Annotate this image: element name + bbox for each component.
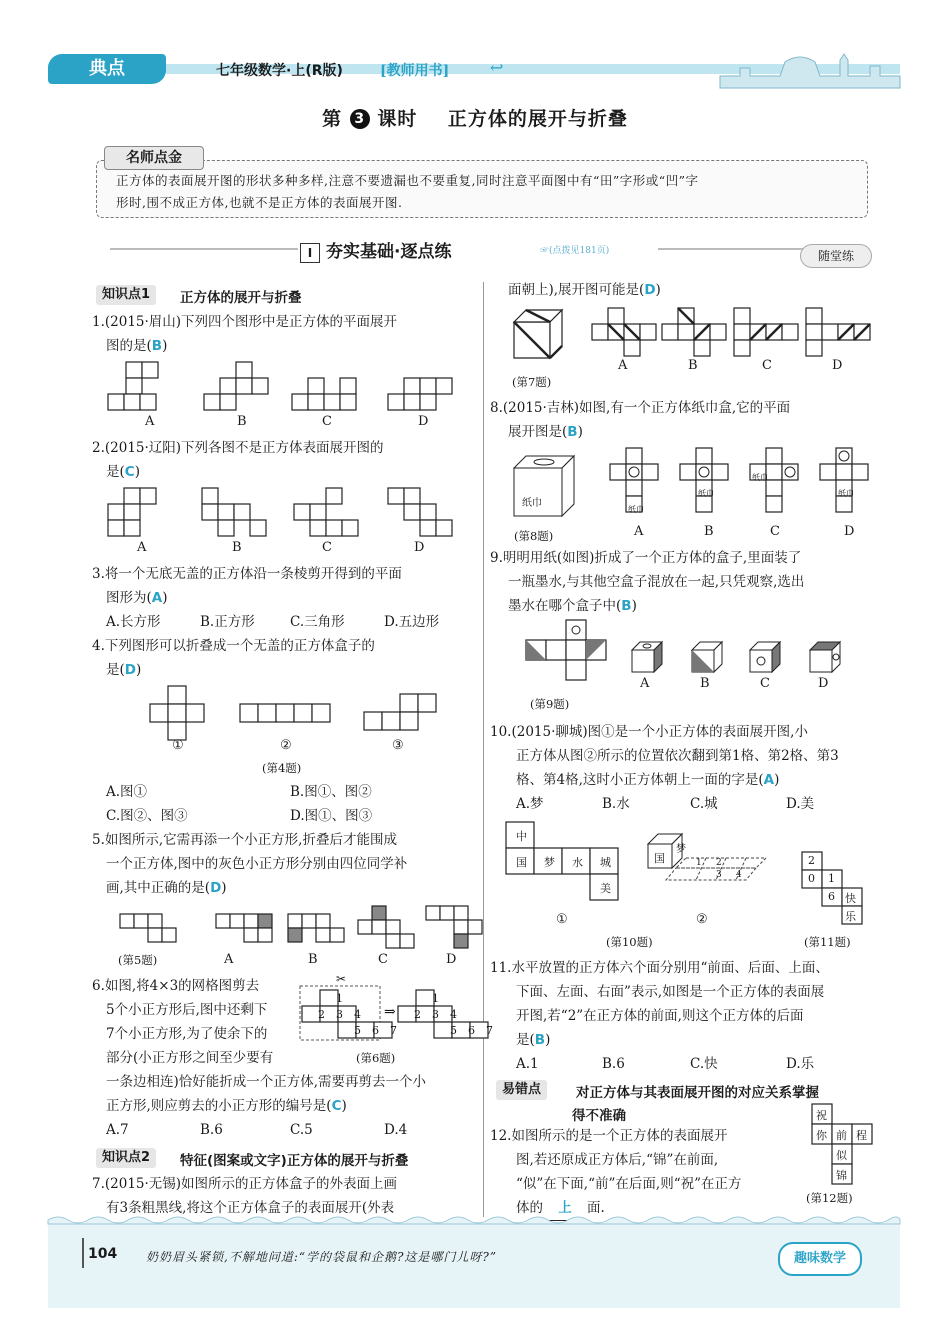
knowledge-point-2-tag: 知识点2	[96, 1148, 156, 1168]
q6-num-4: 4	[354, 1008, 361, 1021]
q3-option-a: A.长方形	[106, 614, 161, 630]
q6-num-7b: 7	[486, 1024, 493, 1037]
q1-label-b: B	[237, 414, 247, 429]
q6-num-5: 5	[354, 1024, 361, 1037]
knowledge-point-1-tag: 知识点1	[96, 285, 156, 305]
q6-caption: (第6题)	[356, 1051, 396, 1065]
error-point-line-2: 得不准确	[572, 1108, 626, 1124]
q2-net-d	[388, 488, 452, 536]
q8-net-c-text: 纸巾	[752, 473, 768, 482]
q7-cube	[514, 310, 562, 358]
q11-answer: B	[534, 1032, 546, 1048]
q10-net-meng: 梦	[544, 856, 555, 869]
q12-net-cheng: 程	[856, 1129, 867, 1142]
q3-suffix: )	[162, 590, 168, 606]
q4-prefix: 是(	[106, 662, 125, 678]
q6-num-2b: 2	[414, 1008, 421, 1021]
q1-answer: B	[151, 338, 163, 354]
q8-label-b: B	[704, 524, 714, 539]
q10-option-d: D.美	[786, 796, 815, 812]
book-title: 七年级数学·上(R版)	[216, 63, 343, 79]
q11-net-le: 乐	[845, 910, 856, 923]
q8-line-1: 8.(2015·吉林)如图,有一个正方体纸巾盒,它的平面	[490, 400, 791, 416]
q5-caption: (第5题)	[118, 953, 158, 967]
q2-label-b: B	[232, 540, 242, 555]
q5-line-3	[106, 876, 227, 900]
q6-num-3b: 3	[432, 1008, 439, 1021]
q2-suffix: )	[134, 464, 140, 480]
q4-option-b: B.图①、图②	[290, 784, 372, 800]
q12-net-si: 似	[836, 1149, 847, 1162]
q2-line-2	[106, 460, 140, 484]
q5-answer: D	[210, 880, 222, 896]
q11-net-0: 0	[808, 872, 815, 885]
q6-line-1: 6.如图,将4×3的网格图剪去	[92, 978, 260, 994]
q8-caption: (第8题)	[514, 529, 554, 543]
q5-label-d: D	[446, 952, 457, 967]
q10-line-3	[516, 768, 779, 792]
q6-num-6: 6	[372, 1024, 379, 1037]
q5-line-2: 一个正方体,图中的灰色小正方形分别由四位同学补	[106, 856, 408, 872]
q7-prefix: 面朝上),展开图可能是(	[508, 282, 645, 298]
tip-text	[116, 170, 856, 214]
q7-label-d: D	[832, 358, 843, 373]
q6-line-6	[106, 1094, 347, 1118]
section-banner	[48, 234, 900, 264]
q7-line-2: 有3条粗黑线,将这个正方体盒子的表面展开(外表	[106, 1200, 395, 1216]
q9-answer: B	[621, 598, 632, 614]
tip-tag: 名师点金	[104, 146, 204, 170]
q10-cube-meng: 梦	[676, 844, 686, 855]
q10-option-c: C.城	[690, 796, 718, 812]
return-arrow-icon: ↩	[490, 58, 504, 77]
q6-line-4: 部分(小正方形之间至少要有	[106, 1050, 274, 1066]
q2-answer: C	[124, 464, 135, 480]
q12-prefix: 体的	[516, 1200, 543, 1216]
q6-line-2: 5个小正方形后,图中还剩下	[106, 1002, 268, 1018]
q6-option-d: D.4	[384, 1122, 408, 1138]
q1-figures	[108, 362, 488, 422]
q10-suffix: )	[774, 772, 780, 788]
q11-option-b: B.6	[602, 1056, 625, 1072]
skyline-icon	[710, 50, 900, 88]
q9-label-c: C	[760, 676, 770, 691]
q9-cube-d	[810, 642, 840, 672]
q4-option-c: C.图②、图③	[106, 808, 188, 824]
q10-label-2: ②	[696, 912, 708, 927]
q4-option-d: D.图①、图③	[290, 808, 373, 824]
q6-arrow-icon: ⇒	[384, 1004, 396, 1020]
q11-caption: (第11题)	[804, 935, 851, 949]
q2-line-1: 2.(2015·辽阳)下列各图不是正方体表面展开图的	[92, 440, 384, 456]
q10-option-a: A.梦	[516, 796, 544, 812]
q8-figures	[510, 448, 870, 538]
q10-label-1: ①	[556, 912, 568, 927]
q10-track-1: 1	[696, 858, 702, 868]
q11-line-4	[516, 1028, 550, 1052]
q7-caption: (第7题)	[512, 375, 552, 389]
q6-num-1: 1	[336, 992, 343, 1005]
q4-answer: D	[124, 662, 136, 678]
q6-option-c: C.5	[290, 1122, 313, 1138]
q8-net-d-text: 纸巾	[838, 489, 854, 498]
q9-figures	[522, 620, 862, 696]
section-title	[300, 237, 451, 263]
q8-line-2	[508, 420, 583, 444]
q2-label-d: D	[414, 540, 425, 555]
q7-net-a	[592, 308, 656, 356]
page-footer	[48, 1222, 900, 1308]
q6-num-3: 3	[336, 1008, 343, 1021]
q1-net-a	[108, 362, 158, 410]
lesson-name: 正方体的展开与折叠	[447, 108, 628, 130]
q8-label-a: A	[634, 524, 644, 539]
q3-prefix: 图形为(	[106, 590, 152, 606]
section-ref: ☞(点拨见181页)	[540, 246, 610, 256]
practice-badge: 随堂练	[800, 244, 872, 268]
q12-caption: (第12题)	[806, 1191, 853, 1205]
q8-net-a	[610, 448, 658, 512]
q3-option-c: C.三角形	[290, 614, 345, 630]
q4-caption: (第4题)	[262, 761, 302, 775]
q1-net-b	[204, 362, 268, 410]
q10-cube-guo: 国	[654, 852, 665, 865]
q8-label-d: D	[844, 524, 855, 539]
footer-joke: 奶奶眉头紧锁,不解地问道:“学的袋鼠和企鹅?这是哪门儿呀?”	[146, 1250, 497, 1264]
q4-option-a: A.图①	[106, 784, 148, 800]
q11-net-6: 6	[828, 890, 835, 903]
q10-caption: (第10题)	[606, 935, 653, 949]
q7-net-d	[806, 308, 870, 356]
brand-logo: 典点	[48, 54, 166, 84]
q9-label-d: D	[818, 676, 829, 691]
q9-line-2: 一瓶墨水,与其他空盒子混放在一起,只凭观察,选出	[508, 574, 805, 590]
q10-net-shui: 水	[572, 856, 583, 869]
q9-net	[526, 620, 606, 680]
q1-suffix: )	[162, 338, 168, 354]
q6-option-b: B.6	[200, 1122, 223, 1138]
q12-net-qian: 前	[836, 1129, 847, 1142]
q12-net-zhu: 祝	[816, 1109, 827, 1122]
q7-answer: D	[644, 282, 656, 298]
q4-net-1	[150, 686, 204, 740]
q10-line-1: 10.(2015·聊城)图①是一个小正方体的表面展开图,小	[490, 724, 808, 740]
q9-cube-a	[632, 642, 662, 672]
q11-option-d: D.乐	[786, 1056, 815, 1072]
q11-prefix: 是(	[516, 1032, 535, 1048]
q11-suffix: )	[545, 1032, 551, 1048]
q8-net-b-text: 纸巾	[698, 489, 714, 498]
q8-net-b	[680, 448, 728, 512]
q9-label-a: A	[640, 676, 650, 691]
q5-label-a: A	[224, 952, 234, 967]
q10-net-cheng: 城	[600, 856, 611, 869]
q9-suffix: )	[631, 598, 637, 614]
q10-net-guo: 国	[516, 856, 527, 869]
q12-net-ni: 你	[816, 1129, 827, 1142]
lesson-prefix: 第	[322, 108, 343, 130]
q9-prefix: 墨水在哪个盒子中(	[508, 598, 622, 614]
error-point-line-1: 对正方体与其表面展开图的对应关系掌握	[576, 1085, 819, 1101]
q9-cube-c	[750, 642, 780, 672]
q8-answer: B	[567, 424, 578, 440]
q1-label-d: D	[418, 414, 429, 429]
q5-option-a-figure	[216, 914, 272, 942]
q3-line-2	[106, 586, 168, 610]
q9-label-b: B	[700, 676, 710, 691]
q3-option-d: D.五边形	[384, 614, 440, 630]
q6-scissors-icon: ✂	[336, 972, 347, 986]
q4-label-3: ③	[392, 738, 404, 753]
page-header	[48, 50, 900, 88]
tip-line-1: 正方体的表面展开图的形状多种多样,注意不要遗漏也不要重复,同时注意平面图中有“田”字形或“凹”字	[116, 173, 699, 188]
q7-net-b	[662, 308, 726, 356]
q8-label-c: C	[770, 524, 780, 539]
q7-label-a: A	[618, 358, 628, 373]
q10-track-3: 3	[716, 870, 722, 880]
q6-suffix: )	[341, 1098, 347, 1114]
q2-figures	[108, 488, 488, 544]
q2-net-a	[108, 488, 156, 536]
q10-answer: A	[763, 772, 775, 788]
q11-net-kuai: 快	[845, 892, 856, 905]
q12-line-1: 12.如图所示的是一个正方体的表面展开	[490, 1128, 728, 1144]
q12-line-3: “似”在下面,“前”在后面,则“祝”在正方	[516, 1176, 742, 1192]
q4-suffix: )	[136, 662, 142, 678]
q4-line-1: 4.下列图形可以折叠成一个无盖的正方体盒子的	[92, 638, 375, 654]
q8-suffix: )	[577, 424, 583, 440]
q10-net-mei: 美	[600, 882, 611, 895]
q12-line-2: 图,若还原成正方体后,“锦”在前面,	[516, 1152, 719, 1168]
q1-net-d	[388, 378, 452, 410]
q3-answer: A	[151, 590, 163, 606]
q4-figures	[150, 686, 470, 738]
q6-line-3: 7个小正方形,为了使余下的	[106, 1026, 268, 1042]
q7-line-1: 7.(2015·无锡)如图所示的正方体盒子的外表面上画	[92, 1176, 398, 1192]
tip-line-2: 形时,围不成正方体,也就不是正方体的表面展开图.	[116, 195, 403, 210]
q7-label-c: C	[762, 358, 772, 373]
q6-answer: C	[331, 1098, 342, 1114]
q7-suffix: )	[655, 282, 661, 298]
q5-label-c: C	[378, 952, 388, 967]
q11-net-1: 1	[828, 872, 835, 885]
q3-option-b: B.正方形	[200, 614, 255, 630]
q2-prefix: 是(	[106, 464, 125, 480]
q6-num-4b: 4	[450, 1008, 457, 1021]
q10-track-2: 2	[716, 858, 722, 868]
q4-label-1: ①	[172, 738, 184, 753]
q9-line-3	[508, 594, 637, 618]
q9-caption: (第9题)	[530, 697, 570, 711]
section-title-text: 夯实基础·逐点练	[326, 242, 452, 262]
teacher-tag: [教师用书]	[380, 63, 450, 79]
q4-line-2	[106, 658, 141, 682]
q2-label-c: C	[322, 540, 332, 555]
q5-figures	[120, 906, 490, 950]
knowledge-point-1-title: 正方体的展开与折叠	[180, 290, 302, 306]
q5-suffix: )	[221, 880, 227, 896]
q11-option-c: C.快	[690, 1056, 718, 1072]
q1-net-c	[292, 378, 356, 410]
q11-net-2: 2	[808, 854, 815, 867]
q1-label-c: C	[322, 414, 332, 429]
column-divider	[483, 282, 484, 1217]
lesson-number: 3	[350, 109, 370, 129]
q10-net-zhong: 中	[516, 830, 527, 843]
q5-option-c-figure	[358, 906, 414, 948]
q12-net-jin: 锦	[836, 1169, 847, 1182]
q10-line-2: 正方体从图②所示的位置依次翻到第1格、第2格、第3	[516, 748, 839, 764]
q7-line-3	[508, 278, 661, 302]
q6-prefix: 正方形,则应剪去的小正方形的编号是(	[106, 1098, 332, 1114]
page-number: 104	[88, 1246, 118, 1262]
q6-num-2: 2	[318, 1008, 325, 1021]
q9-line-1: 9.明明用纸(如图)折成了一个正方体的盒子,里面装了	[490, 550, 802, 566]
q8-net-a-text: 纸巾	[628, 505, 644, 514]
q5-line-1: 5.如图所示,它需再添一个小正方形,折叠后才能围成	[92, 832, 397, 848]
q6-option-a: A.7	[106, 1122, 129, 1138]
q4-label-2: ②	[280, 738, 292, 753]
knowledge-point-2-title: 特征(图案或文字)正方体的展开与折叠	[180, 1153, 409, 1169]
q6-num-1b: 1	[432, 992, 439, 1005]
q2-net-c	[294, 488, 358, 536]
q5-option-d-figure	[426, 906, 482, 948]
q7-net-c	[734, 308, 798, 356]
footer-wave	[48, 1214, 900, 1224]
q9-cube-b	[692, 642, 722, 672]
q3-line-1: 3.将一个无底无盖的正方体沿一条棱剪开得到的平面	[92, 566, 402, 582]
section-number: I	[300, 243, 320, 263]
q12-suffix: 面.	[587, 1200, 605, 1216]
q4-net-3	[364, 694, 436, 730]
fun-math-badge: 趣味数学	[778, 1242, 862, 1276]
q1-label-a: A	[145, 414, 155, 429]
q2-label-a: A	[137, 540, 147, 555]
q12-answer: 上	[543, 1196, 587, 1221]
error-point-tag: 易错点	[496, 1080, 547, 1100]
q10-prefix: 格、第4格,这时小正方体朝上一面的字是(	[516, 772, 764, 788]
q8-box-text: 纸巾	[522, 498, 542, 509]
q2-net-b	[202, 488, 266, 536]
q5-prefix: 画,其中正确的是(	[106, 880, 211, 896]
q10-track-4: 4	[736, 870, 742, 880]
q6-num-7: 7	[390, 1024, 397, 1037]
q7-label-b: B	[688, 358, 698, 373]
lesson-suffix: 课时	[377, 108, 418, 130]
q5-label-b: B	[308, 952, 318, 967]
q11-line-1: 11.水平放置的正方体六个面分别用“前面、后面、上面、	[490, 960, 829, 976]
q10-option-b: B.水	[602, 796, 630, 812]
q1-prefix: 图的是(	[106, 338, 152, 354]
q6-num-5b: 5	[450, 1024, 457, 1037]
lesson-title	[0, 104, 950, 131]
q11-option-a: A.1	[516, 1056, 539, 1072]
q6-num-6b: 6	[468, 1024, 475, 1037]
page-number-bar	[82, 1238, 84, 1268]
q4-net-2	[240, 704, 330, 722]
q11-line-3: 开图,若“2”在正方体的前面,则这个正方体的后面	[516, 1008, 804, 1024]
q8-prefix: 展开图是(	[508, 424, 568, 440]
q10-cube-figure	[646, 828, 776, 888]
q1-line-2	[106, 334, 167, 358]
q8-net-d	[820, 448, 868, 512]
q11-line-2: 下面、左面、右面”表示,如图是一个正方体的表面展	[516, 984, 825, 1000]
q1-line-1: 1.(2015·眉山)下列四个图形中是正方体的平面展开	[92, 314, 398, 330]
q5-base	[120, 914, 176, 942]
q6-line-5: 一条边相连)恰好能折成一个正方体,需要再剪去一个小	[106, 1074, 427, 1090]
q5-option-b-figure	[288, 914, 344, 942]
